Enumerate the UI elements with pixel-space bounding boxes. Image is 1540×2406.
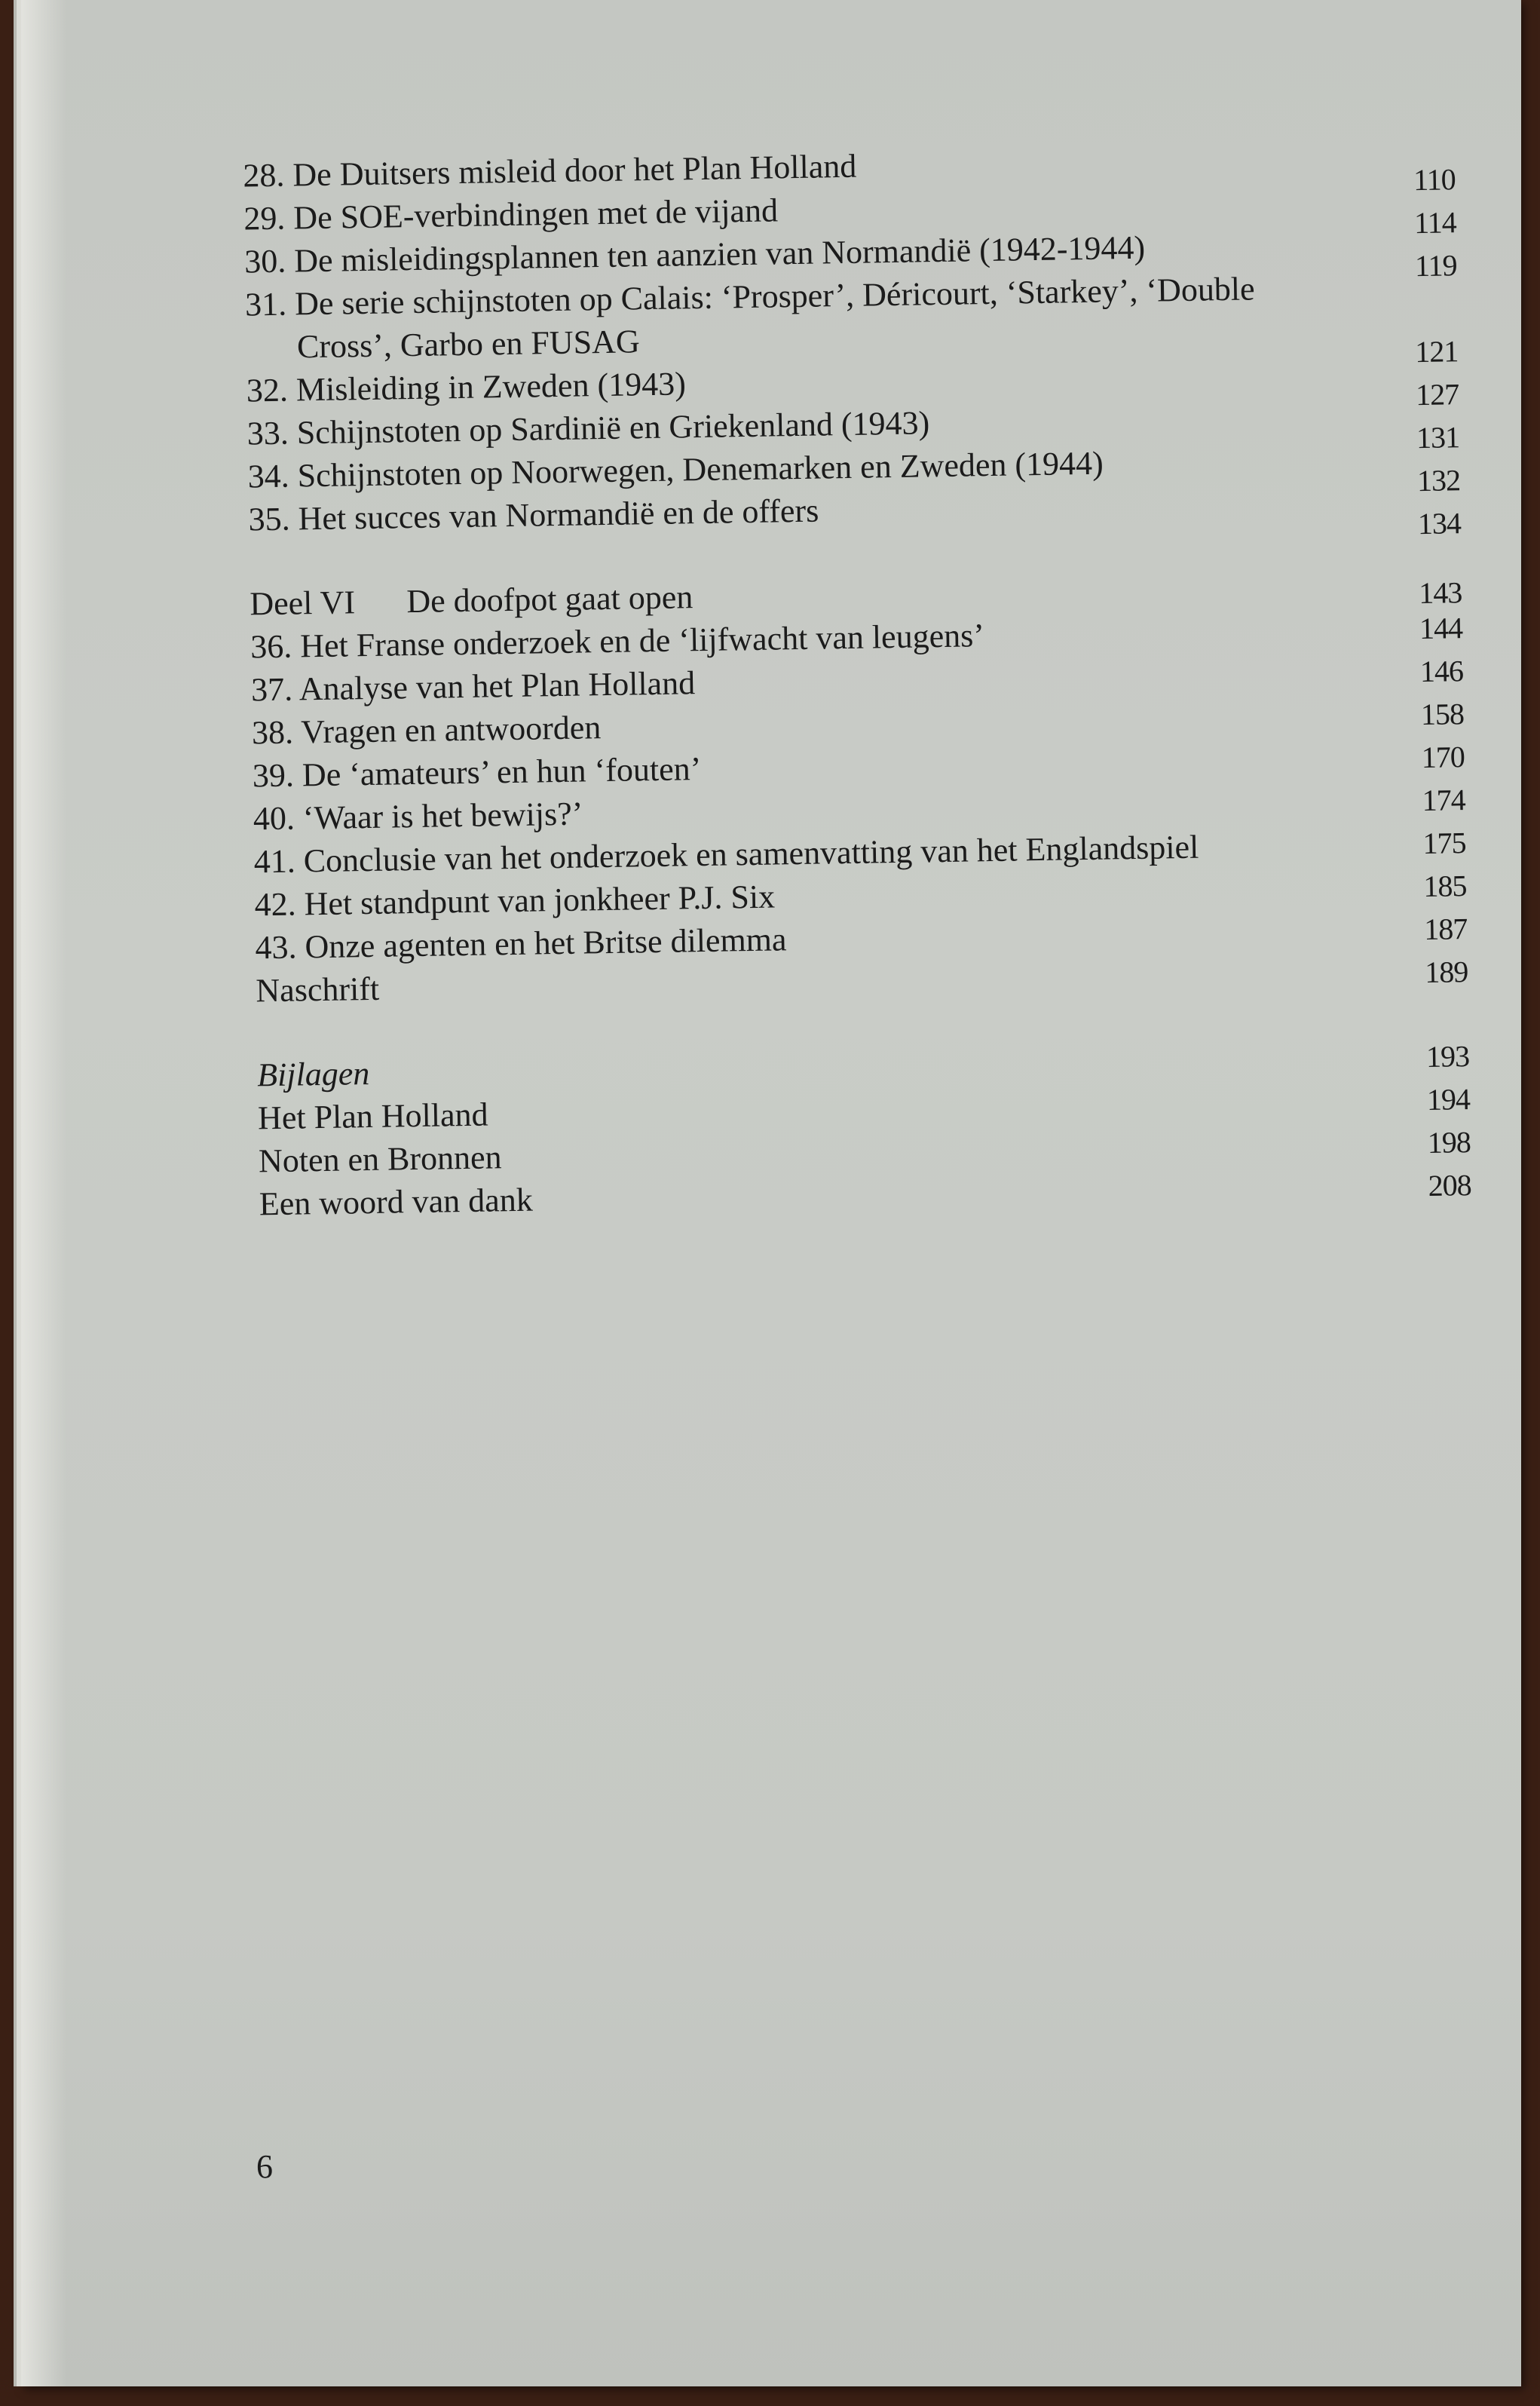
toc-entry-title: 43. Onze agenten en het Britse dilemma xyxy=(255,921,787,967)
toc-entry-page: 110 xyxy=(1413,162,1456,198)
toc-entry-page: 144 xyxy=(1419,611,1463,646)
toc-entry-page: 175 xyxy=(1422,826,1466,861)
toc-entry-title: Een woord van dank xyxy=(259,1181,534,1223)
toc-entry-page: 127 xyxy=(1415,377,1459,412)
toc-entry-title: 35. Het succes van Normandië en de offers xyxy=(248,492,819,538)
toc-entry-title: 34. Schijnstoten op Noorwegen, Denemarken en Zweden (1944) xyxy=(247,444,1104,495)
toc-entry-title: 28. De Duitsers misleid door het Plan Holland xyxy=(243,147,857,195)
page-number: 6 xyxy=(256,2148,273,2185)
toc-entry-page: 114 xyxy=(1413,205,1456,241)
section-label: Deel VI xyxy=(249,584,356,623)
toc-entry-title: 39. De ‘amateurs’ en hun ‘fouten’ xyxy=(252,750,702,795)
toc-entry-title: 29. De SOE-verbindingen met de vijand xyxy=(243,192,779,238)
toc-entry-title: 42. Het standpunt van jonkheer P.J. Six xyxy=(254,878,776,924)
book-page xyxy=(21,0,1521,2386)
toc-entry-title: 37. Analyse van het Plan Holland xyxy=(250,664,696,709)
toc-entry-page: 119 xyxy=(1414,248,1457,284)
toc-entry-page: 189 xyxy=(1424,955,1468,989)
toc-entry-title: 32. Misleiding in Zweden (1943) xyxy=(246,365,687,409)
toc-entry-page: 146 xyxy=(1419,654,1464,689)
toc-entry-title: Noten en Bronnen xyxy=(258,1139,502,1180)
toc-entry-title: 40. ‘Waar is het bewijs?’ xyxy=(253,795,583,838)
toc-entry-title: 36. Het Franse onderzoek en de ‘lijfwacht van leugens’ xyxy=(250,617,985,666)
toc-entry-title: Bijlagen xyxy=(256,1055,370,1094)
toc-entry-title: 31. De serie schijnstoten op Calais: ‘Prosper’, Déricourt, ‘Starkey’, ‘Double xyxy=(244,270,1255,323)
toc-entry-page: 185 xyxy=(1423,869,1467,904)
toc-entry-page: 170 xyxy=(1421,740,1465,775)
toc-entry-title: 41. Conclusie van het onderzoek en samenvatting van het Englandspiel xyxy=(253,828,1199,881)
table-of-contents xyxy=(219,135,1471,1226)
section-title: De doofpot gaat open xyxy=(406,578,693,621)
page-edge xyxy=(21,0,66,2386)
toc-entry-title: Het Plan Holland xyxy=(257,1096,488,1137)
toc-entry-page: 158 xyxy=(1420,697,1465,732)
toc-entry-title-continued: Cross’, Garbo en FUSAG xyxy=(296,323,641,366)
toc-entry-page: 134 xyxy=(1417,506,1462,541)
toc-entry-page: 194 xyxy=(1426,1082,1471,1117)
toc-entry-title: 30. De misleidingsplannen ten aanzien van Normandië (1942-1944) xyxy=(243,228,1146,280)
toc-entry-page: 132 xyxy=(1416,463,1461,498)
toc-entry-page: 174 xyxy=(1422,783,1465,818)
toc-entry-page: 121 xyxy=(1414,334,1459,369)
toc-entry-page: 193 xyxy=(1425,1039,1470,1074)
toc-entry-page: 198 xyxy=(1427,1125,1471,1160)
toc-entry-page: 187 xyxy=(1423,912,1468,947)
toc-entry-title: 33. Schijnstoten op Sardinië en Griekenland (1943) xyxy=(246,404,930,452)
toc-entry-title: Naschrift xyxy=(256,970,380,1010)
toc-entry-page: 208 xyxy=(1428,1168,1472,1203)
toc-entry-page: 131 xyxy=(1416,420,1460,455)
toc-entry-page: 143 xyxy=(1418,575,1462,611)
toc-entry-title: 38. Vragen en antwoorden xyxy=(251,709,602,752)
